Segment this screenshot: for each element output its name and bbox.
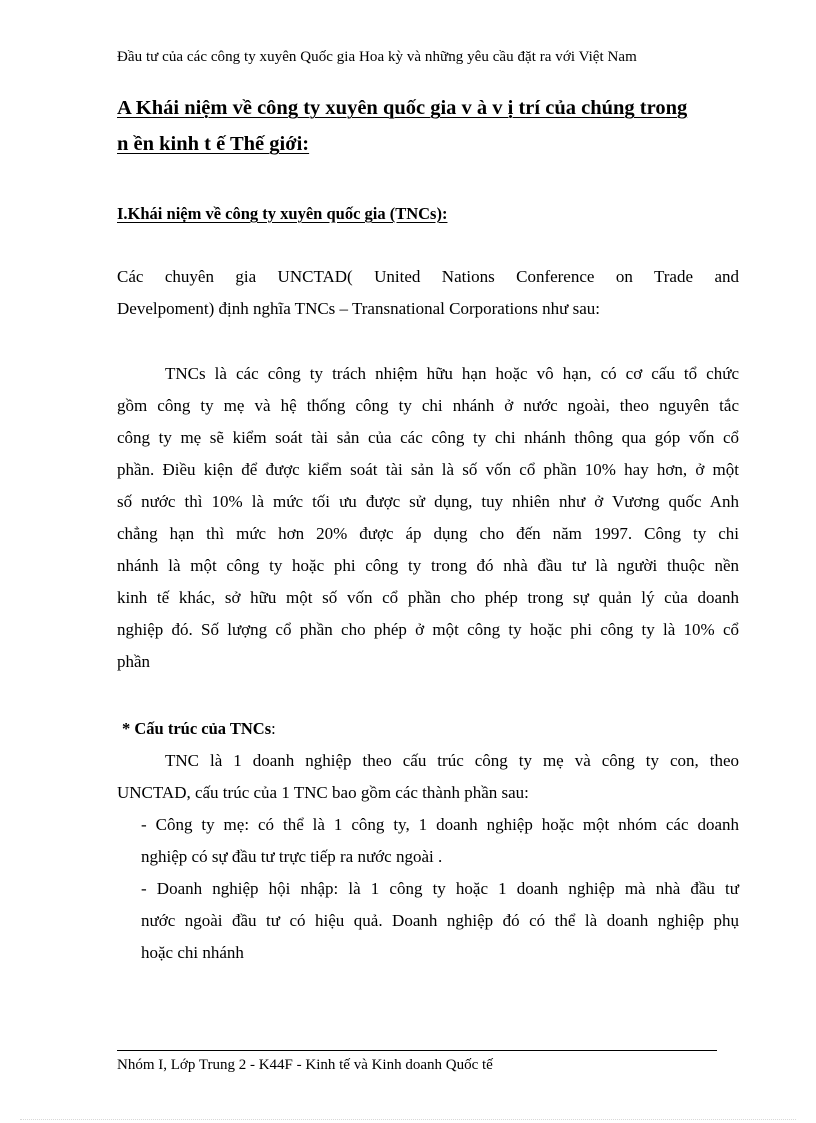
definition-line: số nước thì 10% là mức tối ưu được sử dụng, tuy nhiên như ở Vương quốc Anh (117, 492, 739, 511)
structure-heading (122, 719, 276, 739)
intro-line: Các chuyên gia UNCTAD( United Nations Conference on Trade and (117, 267, 739, 286)
definition-line: nhánh là một công ty hoặc phi công ty trong đó nhà đầu tư là người thuộc nền (117, 556, 739, 575)
definition-line: công ty mẹ sẽ kiểm soát tài sản của các công ty chi nhánh thông qua góp vốn cổ (117, 428, 739, 447)
structure-item-line: - Công ty mẹ: có thể là 1 công ty, 1 doanh nghiệp hoặc một nhóm các doanh (141, 815, 739, 834)
structure-intro-line: TNC là 1 doanh nghiệp theo cấu trúc công ty mẹ và công ty con, theo (165, 751, 739, 770)
definition-line: chẳng hạn thì mức hơn 20% được áp dụng cho đến năm 1997. Công ty chi (117, 524, 739, 543)
chapter-title-line-2: n ền kinh t ế Thế giới: (117, 133, 310, 155)
structure-item-line: hoặc chi nhánh (141, 943, 244, 962)
structure-heading-text: * Cấu trúc của TNCs (122, 719, 272, 738)
structure-item-line: nước ngoài đầu tư có hiệu quả. Doanh nghiệp đó có thể là doanh nghiệp phụ (141, 911, 739, 930)
definition-line: nghiệp đó. Số lượng cổ phần cho phép ở một công ty hoặc phi công ty là 10% cổ (117, 620, 739, 639)
intro-line: Develpoment) định nghĩa TNCs – Transnational Corporations như sau: (117, 299, 600, 318)
structure-heading-colon: : (271, 719, 276, 738)
definition-line: kinh tế khác, sở hữu một số vốn cổ phần cho phép trong sự quản lý của doanh (117, 588, 739, 607)
structure-item-line: - Doanh nghiệp hội nhập: là 1 công ty hoặc 1 doanh nghiệp mà nhà đầu tư (141, 879, 739, 898)
page-bottom-border (20, 1119, 796, 1120)
definition-line: TNCs là các công ty trách nhiệm hữu hạn hoặc vô hạn, có cơ cấu tổ chức (165, 364, 739, 383)
running-header: Đầu tư của các công ty xuyên Quốc gia Hoa kỳ và những yêu cầu đặt ra với Việt Nam (117, 49, 637, 65)
definition-line: gồm công ty mẹ và hệ thống công ty chi nhánh ở nước ngoài, theo nguyên tắc (117, 396, 739, 415)
structure-intro-line: UNCTAD, cấu trúc của 1 TNC bao gồm các thành phần sau: (117, 783, 529, 802)
definition-line: phần. Điều kiện để được kiểm soát tài sản là số vốn cổ phần 10% hay hơn, ở một (117, 460, 739, 479)
structure-item-line: nghiệp có sự đầu tư trực tiếp ra nước ngoài . (141, 847, 443, 866)
chapter-title-line-1: A Khái niệm về công ty xuyên quốc gia v à v ị trí của chúng trong (117, 97, 688, 119)
footer-rule (117, 1050, 717, 1051)
section-title: I.Khái niệm về công ty xuyên quốc gia (TNCs): (117, 204, 448, 223)
footer-text: Nhóm I, Lớp Trung 2 - K44F - Kinh tế và Kinh doanh Quốc tế (117, 1057, 493, 1073)
definition-line: phần (117, 652, 151, 671)
